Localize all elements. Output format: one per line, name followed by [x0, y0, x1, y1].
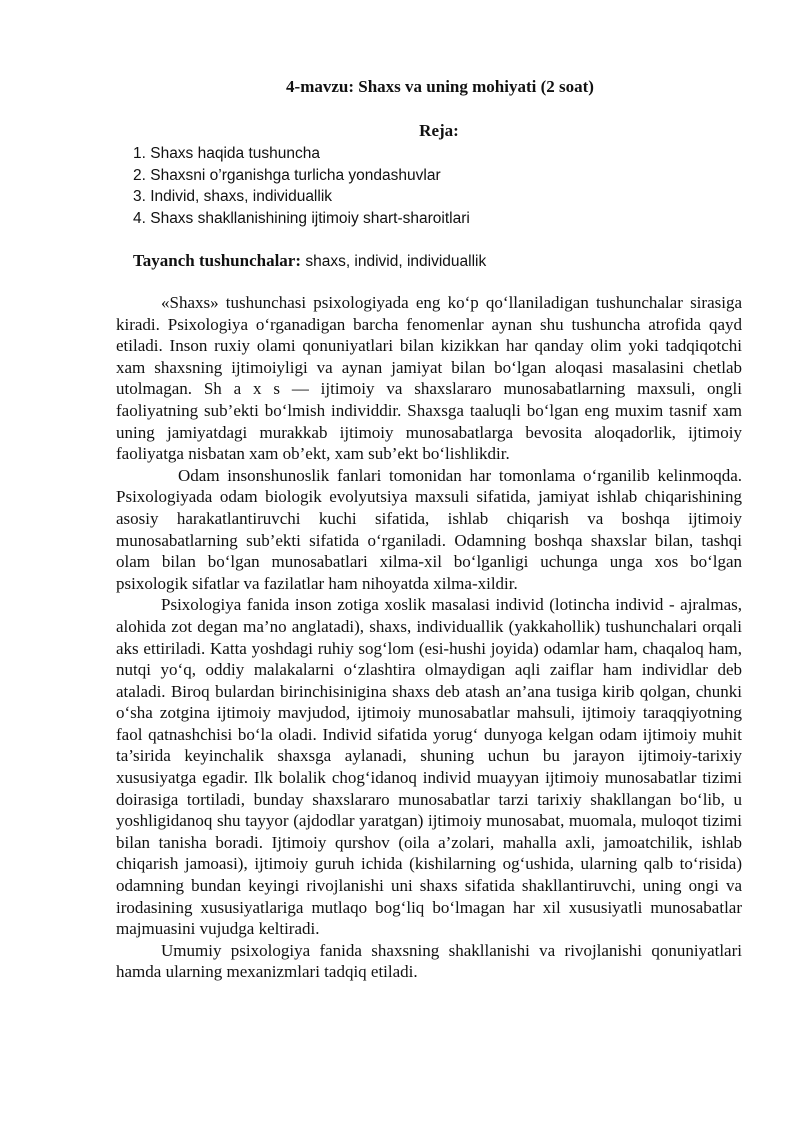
plan-heading: Reja: [419, 121, 459, 140]
plan-item: 4. Shaxs shakllanishining ijtimoiy shart-sharoitlari [133, 209, 470, 227]
keywords-value: shaxs, individ, individuallik [301, 253, 487, 270]
keywords-line [133, 250, 486, 273]
plan-list [133, 143, 470, 229]
keywords-label: Tayanch tushunchalar: [133, 251, 302, 270]
paragraph: Umumiy psixologiya fanida shaxsning shakllanishi va rivojlanishi qonuniyatlari hamda ularning mexanizmlari tadqiq etiladi. [116, 940, 742, 982]
plan-item: 1. Shaxs haqida tushuncha [133, 145, 320, 162]
paragraph: Odam insonshunoslik fanlari tomonidan har tomonlama o‘rganilib kelinmoqda. Psixologiyada odam biologik evolyutsiya maxsuli sifatida, jamiyat ishlab chiqarishining asosiy harakatlantiruvchi kuchi sifatida, ishlab chiqarish va boshqa ijtimoiy munosabatlarning sub’ekti sifatida o‘rganiladi. Odamning boshqa shaxslar bilan, tashqi olam bilan bo‘lgan munosabatlari xilma-xil bo‘lganligi uchunga unga xos bo‘lgan psixologik sifatlar va fazilatlar ham nihoyatda xilma-xildir. [116, 465, 742, 593]
paragraph: Psixologiya fanida inson zotiga xoslik masalasi individ (lotincha individ - ajralmas, alohida zot degan ma’no anglatadi), shaxs, individuallik (yakkahollik) tushunchalari orqali aks ettiriladi. Katta yoshdagi ruhiy sog‘lom (esi-hushi joyida) odamlar ham, chaqaloq ham, nutqi yo‘q, oddiy malakalarni o‘zlashtira olmaydigan aqli zaiflar ham individlar deb ataladi. Biroq bulardan birinchisinigina shaxs deb atash an’ana tusiga kirib qolgan, chunki o‘sha zotgina ijtimoiy mavjudod, ijtimoiy munosabatlar mahsuli, ijtimoiy taraqqiyotning faol qatnashchisi bo‘la oladi. Individ sifatida yorug‘ dunyoga kelgan odam ijtimoiy muhit ta’sirida keyinchalik shaxsga aylanadi, shuning uchun bu jarayon ijtimoiy-tarixiy xususiyatga egadir. Ilk bolalik chog‘idanoq individ muayyan ijtimoiy munosabatlar tizimi doirasiga tortiladi, bunday shaxslararo munosabatlar tarzi tarixiy shakllangan bo‘lib, u yoshligidanoq shu tayyor (ajdodlar yaratgan) ijtimoiy munosabat, muomala, muloqot tizimi bilan tanisha boradi. Ijtimoiy qurshov (oila a’zolari, mahalla axli, jamoatchilik, ishlab chiqarish jamoasi), ijtimoiy guruh ichida (kishilarning og‘ushida, ularning qalb to‘risida) odamning bundan keyingi rivojlanishi uni shaxs sifatida shakllantiruvchi, uning ongi va irodasining xususiyatlariga mutlaqo bog‘liq bo‘lmagan har xil xususiyatli munosabatlar majmuasini vujudga keltiradi. [116, 595, 742, 939]
body-text [116, 292, 742, 983]
paragraph: «Shaxs» tushunchasi psixologiyada eng ko‘p qo‘llaniladigan tushunchalar sirasiga kiradi. Psixologiya o‘rganadigan barcha fenomenlar aynan shu tushuncha atrofida qayd etiladi. Inson ruxiy olami qonuniyatlari bilan kizikkan har qanday olim yoki tadqiqotchi xam shaxsning ijtimoiyligi va aynan jamiyat bilan bo‘lgan aloqasi masalasini chetlab utolmagan. Sh a x s — ijtimoiy va shaxslararo munosabatlarning maxsuli, ongli faoliyatning sub’ekti bo‘lmish individdir. Shaxsga taaluqli bo‘lgan eng muxim tasnif xam uning jamiyatdagi murakkab ijtimoiy munosabatlarga bevosita aloqadorlik, ijtimoiy faoliyatga nisbatan xam ob’ekt, xam sub’ekt bo‘lishlikdir. [116, 293, 742, 464]
page-title: 4-mavzu: Shaxs va uning mohiyati (2 soat) [286, 77, 594, 96]
plan-item: 3. Individ, shaxs, individuallik [133, 188, 333, 206]
plan-item: 2. Shaxsni o’rganishga turlicha yondashuvlar [133, 166, 441, 184]
